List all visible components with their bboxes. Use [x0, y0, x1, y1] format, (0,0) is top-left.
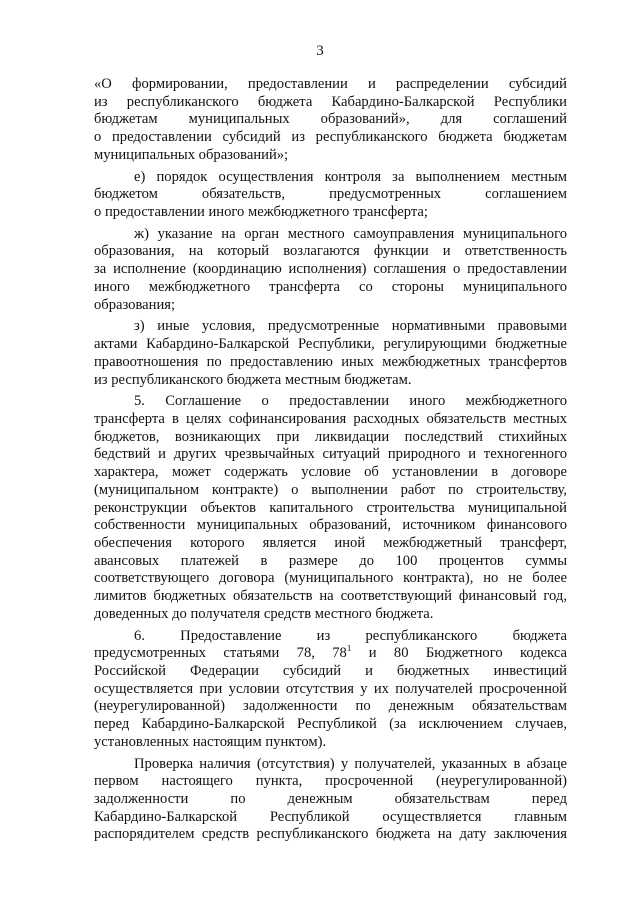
text-line-with-superscript: [94, 645, 567, 663]
paragraph-section-5: [94, 393, 567, 623]
text-line: распорядителем средств республиканского бюджета на дату заключения: [94, 826, 567, 843]
text-line: Российской Федерации субсидий и бюджетных инвестиций: [94, 663, 567, 679]
page-number: 3: [316, 43, 324, 59]
text-line: образования, на который возлагаются функции и ответственность: [94, 243, 567, 260]
text-line: бедствий и других чрезвычайных ситуаций природного и техногенного: [94, 446, 567, 463]
text-line: характера, может содержать условие об установлении в договоре: [94, 464, 567, 481]
text-line: Проверка наличия (отсутствия) у получателей, указанных в абзаце: [134, 755, 567, 772]
text-line: бюджетам муниципальных образований», для соглашений: [94, 111, 567, 128]
text-line: установленных настоящим пунктом).: [94, 733, 327, 750]
document-body: [94, 76, 567, 844]
paragraph-item-zh: [94, 226, 567, 315]
text-line: перед Кабардино-Балкарской Республикой (за исключением случаев,: [94, 716, 567, 733]
text-line: бюджетов, возникающих при ликвидации последствий стихийных: [94, 428, 567, 445]
text-line: Кабардино-Балкарской Республикой осуществляется главным: [94, 808, 567, 825]
text-line: осуществляется при условии отсутствия у их получателей просроченной: [94, 680, 567, 697]
text-line: правоотношения по предоставлению иных межбюджетных трансфертов: [94, 353, 567, 370]
text-line: з) иные условия, предусмотренные нормативными правовыми: [134, 318, 567, 335]
text-line: 6. Предоставление из республиканского бюджета: [134, 627, 567, 644]
paragraph-verification: [94, 756, 567, 845]
text-line: ж) указание на орган местного самоуправления муниципального: [134, 225, 567, 242]
paragraph-item-e: [94, 169, 567, 222]
text-line: 5. Соглашение о предоставлении иного межбюджетного: [134, 393, 567, 410]
text-fragment: и 80 Бюджетного кодекса: [351, 645, 567, 662]
paragraph-section-6: [94, 628, 567, 752]
text-line: собственности муниципальных образований, источником финансового: [94, 517, 567, 534]
paragraph-subsidy-rules-continuation: [94, 76, 567, 165]
text-line: соответствующего договора (муниципального контракта), но не более: [94, 570, 567, 587]
text-line: реконструкции объектов капитального строительства муниципальной: [94, 499, 567, 516]
text-line: трансферта в целях софинансирования расходных обязательств местных: [94, 410, 567, 427]
text-line: за исполнение (координацию исполнения) соглашения о предоставлении: [94, 261, 567, 278]
text-line: «О формировании, предоставлении и распределении субсидий: [94, 76, 567, 92]
text-line: муниципальных образований»;: [94, 146, 289, 163]
text-line: актами Кабардино-Балкарской Республики, регулирующими бюджетные: [94, 336, 567, 353]
text-line: авансовых платежей в размере до 100 процентов суммы: [94, 552, 567, 569]
text-line: е) порядок осуществления контроля за выполнением местным: [134, 168, 567, 185]
text-line: обеспечения которого является иной межбюджетный трансферт,: [94, 534, 567, 551]
text-line: о предоставлении иного межбюджетного трансферта;: [94, 204, 428, 221]
paragraph-item-z: [94, 318, 567, 389]
text-line: (муниципальном контракте) о выполнении работ по строительству,: [94, 481, 567, 498]
text-fragment: предусмотренных статьями 78, 78: [94, 645, 347, 662]
text-line: первом настоящего пункта, просроченной (неурегулированной): [94, 773, 567, 790]
text-line: (неурегулированной) задолженности по денежным обязательствам: [94, 698, 567, 715]
text-line: образования;: [94, 296, 176, 313]
text-line: доведенных до получателя средств местного бюджета.: [94, 605, 434, 622]
text-line: о предоставлении субсидий из республиканского бюджета бюджетам: [94, 129, 567, 146]
text-line: из республиканского бюджета Кабардино-Балкарской Республики: [94, 93, 567, 110]
text-line: лимитов бюджетных обязательств на соответствующий финансовый год,: [94, 588, 567, 605]
text-line: иного межбюджетного трансферта со стороны муниципального: [94, 278, 567, 295]
text-line: бюджетом обязательств, предусмотренных соглашением: [94, 186, 567, 203]
superscript: 1: [346, 645, 352, 654]
text-line: задолженности по денежным обязательствам перед: [94, 791, 567, 808]
text-line: из республиканского бюджета местным бюджетам.: [94, 371, 412, 388]
